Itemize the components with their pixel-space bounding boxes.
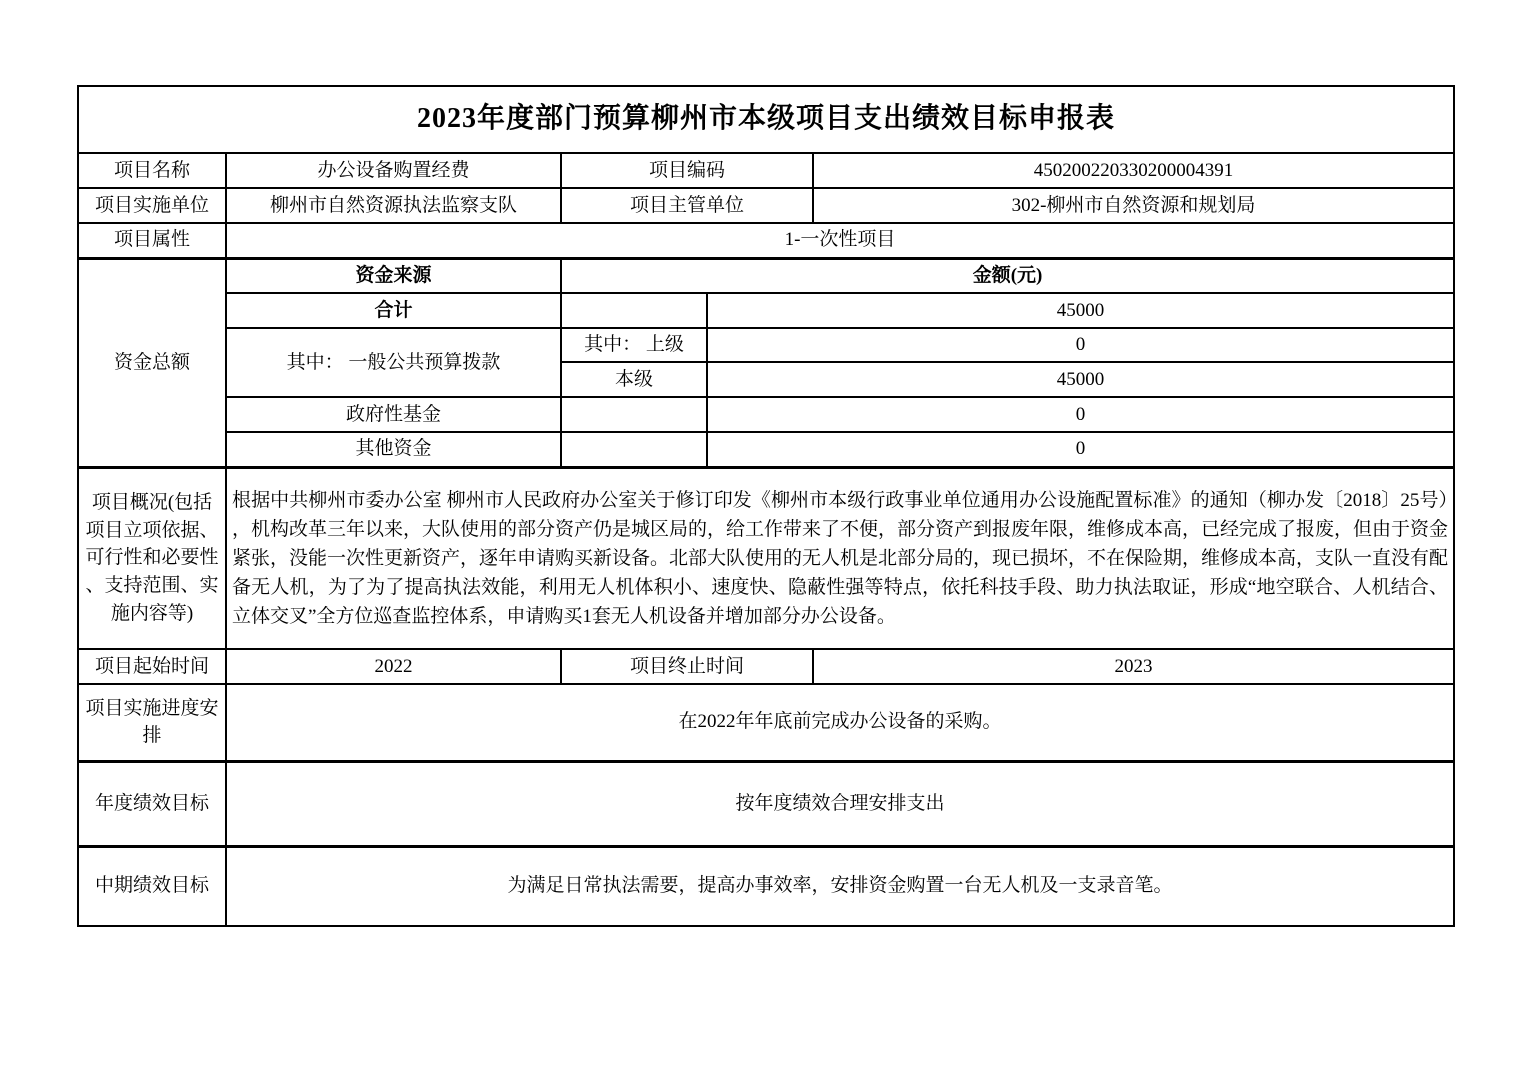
funds-amount-header: 金额(元) <box>561 258 1454 293</box>
funds-section-label: 资金总额 <box>78 258 226 467</box>
project-name-value: 办公设备购置经费 <box>226 153 561 188</box>
funds-source-header: 资金来源 <box>226 258 561 293</box>
funds-other-label: 其他资金 <box>226 432 561 467</box>
funds-other-spacer-cell <box>561 432 707 467</box>
supervisor-unit-label: 项目主管单位 <box>561 188 813 223</box>
project-code-value: 450200220330200004391 <box>813 153 1454 188</box>
funds-upper-level-label: 其中： 上级 <box>561 328 707 362</box>
project-overview-content: 根据中共柳州市委办公室 柳州市人民政府办公室关于修订印发《柳州市本级行政事业单位通用办公设施配置标准》的通知（柳办发〔2018〕25号），机构改革三年以来，大队使用的部分资产仍是城区局的，给工作带来了不便，部分资产到报废年限，维修成本高，已经完成了报废，但由于资金紧张，没能一次性更新资产，逐年申请购买新设备。北部大队使用的无人机是北部分局的，现已损坏，不在保险期，维修成本高，支队一直没有配备无人机，为了为了提高执法效能，利用无人机体积小、速度快、隐蔽性强等特点，依托科技手段、助力执法取证，形成“地空联合、人机结合、立体交叉”全方位巡查监控体系，申请购买1套无人机设备并增加部分办公设备。 <box>226 467 1454 649</box>
funds-gov-fund-label: 政府性基金 <box>226 397 561 432</box>
project-end-value: 2023 <box>813 649 1454 684</box>
project-start-value: 2022 <box>226 649 561 684</box>
form-title: 2023年度部门预算柳州市本级项目支出绩效目标申报表 <box>78 86 1454 153</box>
funds-local-level-label: 本级 <box>561 362 707 397</box>
midterm-goal-value: 为满足日常执法需要，提高办事效率，安排资金购置一台无人机及一支录音笔。 <box>226 846 1454 926</box>
funds-other-amount: 0 <box>707 432 1454 467</box>
project-start-label: 项目起始时间 <box>78 649 226 684</box>
funds-upper-level-amount: 0 <box>707 328 1454 362</box>
annual-goal-value: 按年度绩效合理安排支出 <box>226 761 1454 846</box>
implement-unit-label: 项目实施单位 <box>78 188 226 223</box>
project-code-label: 项目编码 <box>561 153 813 188</box>
project-end-label: 项目终止时间 <box>561 649 813 684</box>
funds-general-budget-label: 其中： 一般公共预算拨款 <box>226 328 561 397</box>
progress-plan-value: 在2022年年底前完成办公设备的采购。 <box>226 684 1454 761</box>
supervisor-unit-value: 302-柳州市自然资源和规划局 <box>813 188 1454 223</box>
funds-local-level-amount: 45000 <box>707 362 1454 397</box>
implement-unit-value: 柳州市自然资源执法监察支队 <box>226 188 561 223</box>
project-attribute-value: 1-一次性项目 <box>226 223 1454 258</box>
funds-total-spacer-cell <box>561 293 707 328</box>
midterm-goal-label: 中期绩效目标 <box>78 846 226 926</box>
annual-goal-label: 年度绩效目标 <box>78 761 226 846</box>
funds-gov-fund-amount: 0 <box>707 397 1454 432</box>
project-attribute-label: 项目属性 <box>78 223 226 258</box>
funds-total-amount: 45000 <box>707 293 1454 328</box>
project-name-label: 项目名称 <box>78 153 226 188</box>
funds-gov-spacer-cell <box>561 397 707 432</box>
progress-plan-label: 项目实施进度安排 <box>78 684 226 761</box>
performance-target-declaration-table <box>77 85 1455 927</box>
funds-total-label: 合计 <box>226 293 561 328</box>
project-overview-label: 项目概况(包括项目立项依据、可行性和必要性、支持范围、实施内容等) <box>78 467 226 649</box>
